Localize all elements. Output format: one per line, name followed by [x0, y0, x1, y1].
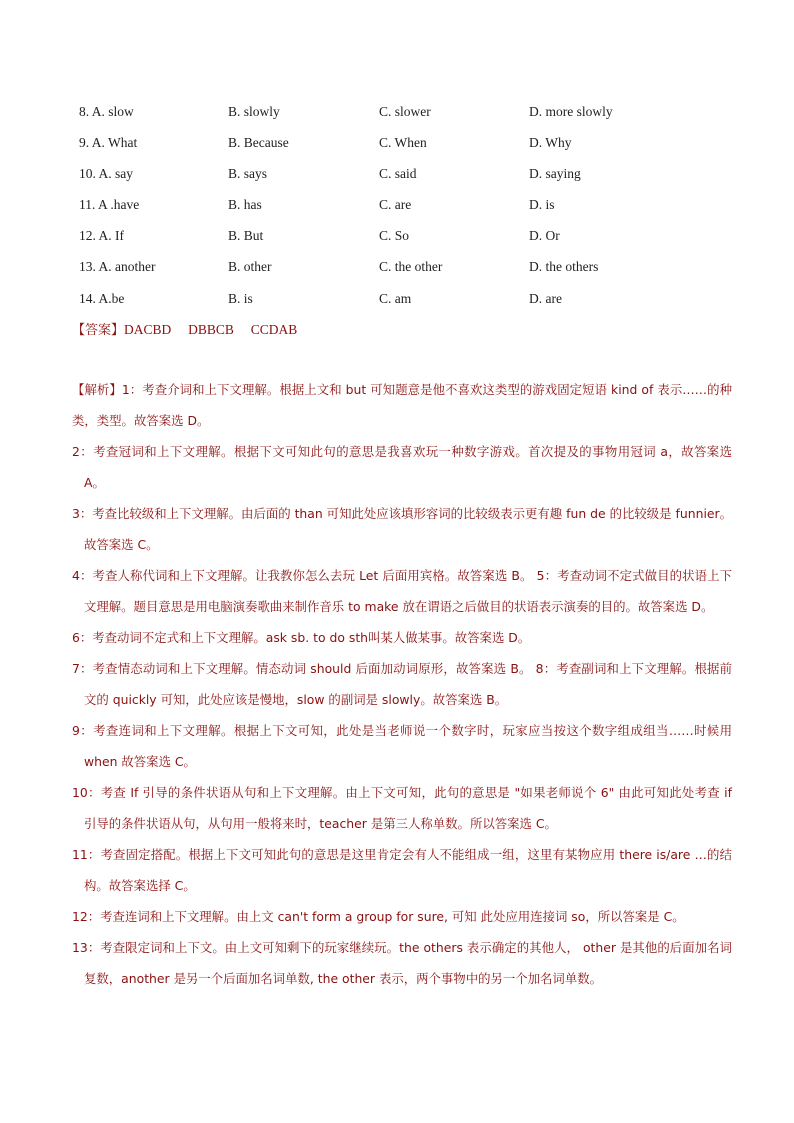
option-a: 12. A. If [79, 228, 124, 244]
explanation-paragraph: 2：考查冠词和上下文理解。根据下文可知此句的意思是我喜欢玩一种数字游戏。首次提及的事物用冠词 a，故答案选 A。 [72, 444, 732, 490]
explanation-paragraph: 6：考查动词不定式和上下文理解。ask sb. to do sth叫某人做某事。故答案选 D。 [72, 630, 531, 645]
option-c: C. am [379, 290, 412, 306]
option-a: 13. A. another [79, 259, 156, 275]
explanation-section [72, 374, 732, 994]
explanation-paragraph: 12：考查连词和上下文理解。由上文 can't form a group for sure, 可知 此处应用连接词 so，所以答案是 C。 [72, 909, 685, 924]
option-c: C. When [379, 135, 427, 151]
options-table [79, 102, 759, 320]
option-row-14 [79, 289, 759, 320]
option-b: B. is [228, 290, 253, 306]
option-a: 10. A. say [79, 166, 133, 182]
option-b: B. says [228, 166, 268, 182]
explanation-paragraph: 11：考查固定搭配。根据上下文可知此句的意思是这里肯定会有人不能组成一组，这里有某物应用 there is/are …的结构。故答案选择 C。 [72, 847, 732, 893]
option-a: 8. A. slow [79, 104, 134, 119]
answer-label: 【答案】 [72, 323, 125, 338]
option-row-11 [79, 195, 759, 226]
option-d: D. more slowly [529, 104, 613, 119]
option-c: C. the other [379, 259, 443, 275]
option-a: 11. A .have [79, 197, 140, 213]
option-a: 9. A. What [79, 135, 138, 151]
explanation-paragraph: 4：考查人称代词和上下文理解。让我教你怎么去玩 Let 后面用宾格。故答案选 B。 5：考查动词不定式做目的状语上下文理解。题目意思是用电脑演奏歌曲来制作音乐 to make 放在谓语之后做目的状语表示演奏的目的。故答案选 D。 [72, 568, 732, 614]
explanation-paragraph: 9：考查连词和上下文理解。根据上下文可知，此处是当老师说一个数字时，玩家应当按这个数字组成组当……时候用 when 故答案选 C。 [72, 723, 732, 769]
explanation-paragraph: 【解析】1：考查介词和上下文理解。根据上文和 but 可知题意是他不喜欢这类型的游戏固定短语 kind of 表示……的种类，类型。故答案选 D。 [72, 382, 732, 428]
explanation-paragraph: 3：考查比较级和上下文理解。由后面的 than 可知此处应该填形容词的比较级表示更有趣 fun de 的比较级是 funnier。故答案选 C。 [72, 506, 732, 552]
option-a: 14. A.be [79, 290, 125, 306]
option-c: C. slower [379, 104, 431, 119]
option-d: D. Or [529, 228, 560, 244]
option-b: B. Because [228, 135, 289, 151]
option-b: B. But [228, 228, 264, 244]
option-c: C. are [379, 197, 412, 213]
option-d: D. Why [529, 135, 572, 151]
option-b: B. has [228, 197, 262, 213]
option-c: C. said [379, 166, 417, 182]
option-d: D. saying [529, 166, 581, 182]
answer-line [72, 320, 297, 341]
answer-value: DACBD DBBCB CCDAB [124, 322, 298, 337]
explanation-paragraph: 13：考查限定词和上下文。由上文可知剩下的玩家继续玩。the others 表示确定的其他人， other 是其他的后面加名词复数，another 是另一个后面加名词单数, the other 表示，两个事物中的另一个加名词单数。 [72, 940, 732, 986]
option-d: D. is [529, 197, 555, 213]
option-row-13 [79, 257, 759, 288]
option-b: B. other [228, 259, 272, 275]
option-b: B. slowly [228, 104, 280, 119]
explanation-paragraph: 7：考查情态动词和上下文理解。情态动词 should 后面加动词原形，故答案选 B。 8：考查副词和上下文理解。根据前文的 quickly 可知，此处应该是慢地，slow 的副词是 slowly。故答案选 B。 [72, 661, 732, 707]
option-row-9 [79, 133, 759, 164]
option-d: D. are [529, 290, 562, 306]
option-row-12 [79, 226, 759, 257]
option-row-8 [79, 102, 759, 133]
option-d: D. the others [529, 259, 599, 275]
option-row-10 [79, 164, 759, 195]
option-c: C. So [379, 228, 410, 244]
explanation-paragraph: 10：考查 If 引导的条件状语从句和上下文理解。由上下文可知，此句的意思是 "如果老师说个 6" 由此可知此处考查 if 引导的条件状语从句，从句用一般将来时，teacher 是第三人称单数。所以答案选 C。 [72, 785, 732, 831]
